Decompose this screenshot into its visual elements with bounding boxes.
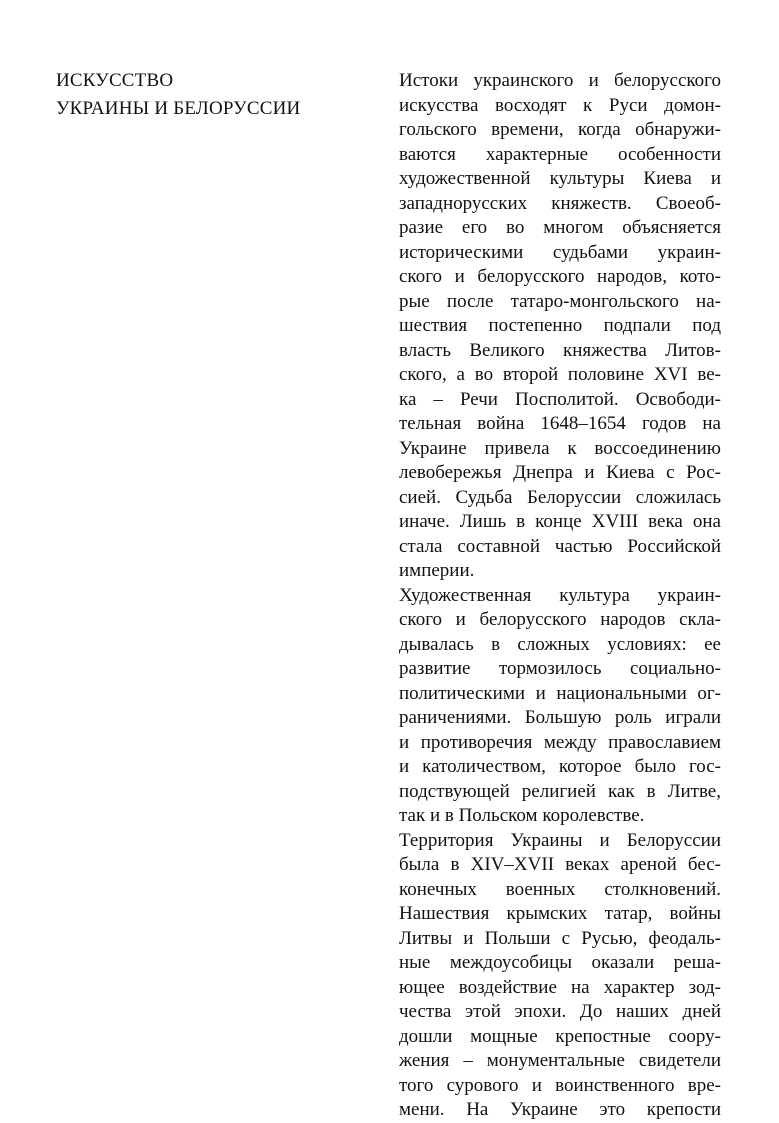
text-line: была в XIV–XVII веках ареной бес- [399, 854, 721, 875]
text-line: и противоречия между православием [399, 731, 721, 753]
text-line: ваются характерные особенности [399, 143, 721, 165]
text-line: подствующей религией как в Литве, [399, 780, 721, 802]
heading-line: ИСКУССТВО [56, 70, 174, 91]
text-line: художественной культуры Киева и [399, 168, 721, 189]
text-line: власть Великого княжества Литов- [399, 339, 721, 361]
text-line: Литвы и Польши с Русью, феодаль- [399, 927, 721, 949]
text-line: жения – монументальные свидетели [399, 1050, 721, 1071]
text-line: левобережья Днепра и Киева с Рос- [399, 462, 721, 483]
body-text [399, 69, 721, 1123]
text-line: ные междоусобицы оказали реша- [399, 952, 721, 973]
section-heading [56, 67, 356, 123]
text-line: чества этой эпохи. До наших дней [399, 1001, 721, 1022]
text-line: западнорусских княжеств. Своеоб- [399, 192, 721, 214]
text-line: политическими и национальными ог- [399, 682, 721, 704]
text-line: сией. Судьба Белоруссии сложилась [399, 486, 721, 508]
heading-line: УКРАИНЫ И БЕЛОРУССИИ [56, 98, 301, 119]
text-line: Художественная культура украин- [399, 584, 721, 606]
text-line: Территория Украины и Белоруссии [399, 829, 721, 851]
text-line: разие его во многом объясняется [399, 217, 721, 238]
text-line: ка – Речи Посполитой. Освободи- [399, 388, 721, 410]
text-line: мени. На Украине это крепости [399, 1099, 721, 1120]
text-line: Нашествия крымских татар, войны [399, 903, 721, 924]
text-line: того сурового и воинственного вре- [399, 1074, 721, 1096]
text-line: гольского времени, когда обнаружи- [399, 119, 721, 140]
text-line: иначе. Лишь в конце XVIII века она [399, 511, 721, 532]
text-line: ющее воздействие на характер зод- [399, 976, 721, 998]
text-line: Украине привела к воссоединению [399, 437, 721, 459]
text-line: шествия постепенно подпали под [399, 315, 721, 336]
text-line: дошли мощные крепостные соору- [399, 1025, 721, 1047]
text-line: дывалась в сложных условиях: ее [399, 633, 721, 655]
text-line: империи. [399, 560, 475, 581]
text-line: Истоки украинского и белорусского [399, 70, 721, 91]
text-line: ского и белорусского народов, кото- [399, 266, 721, 287]
text-line: конечных военных столкновений. [399, 878, 721, 900]
text-line: искусства восходят к Руси домон- [399, 94, 721, 116]
text-line: развитие тормозилось социально- [399, 658, 721, 679]
text-line: историческими судьбами украин- [399, 241, 721, 263]
text-line: раничениями. Большую роль играли [399, 707, 721, 728]
text-line: стала составной частью Российской [399, 535, 721, 557]
text-line: ского, а во второй половине XVI ве- [399, 364, 721, 385]
text-line: так и в Польском королевстве. [399, 805, 645, 826]
text-line: рые после татаро-монгольского на- [399, 290, 721, 312]
text-line: и католичеством, которое было гос- [399, 756, 721, 777]
text-line: ского и белорусского народов скла- [399, 609, 721, 630]
text-line: тельная война 1648–1654 годов на [399, 413, 721, 434]
